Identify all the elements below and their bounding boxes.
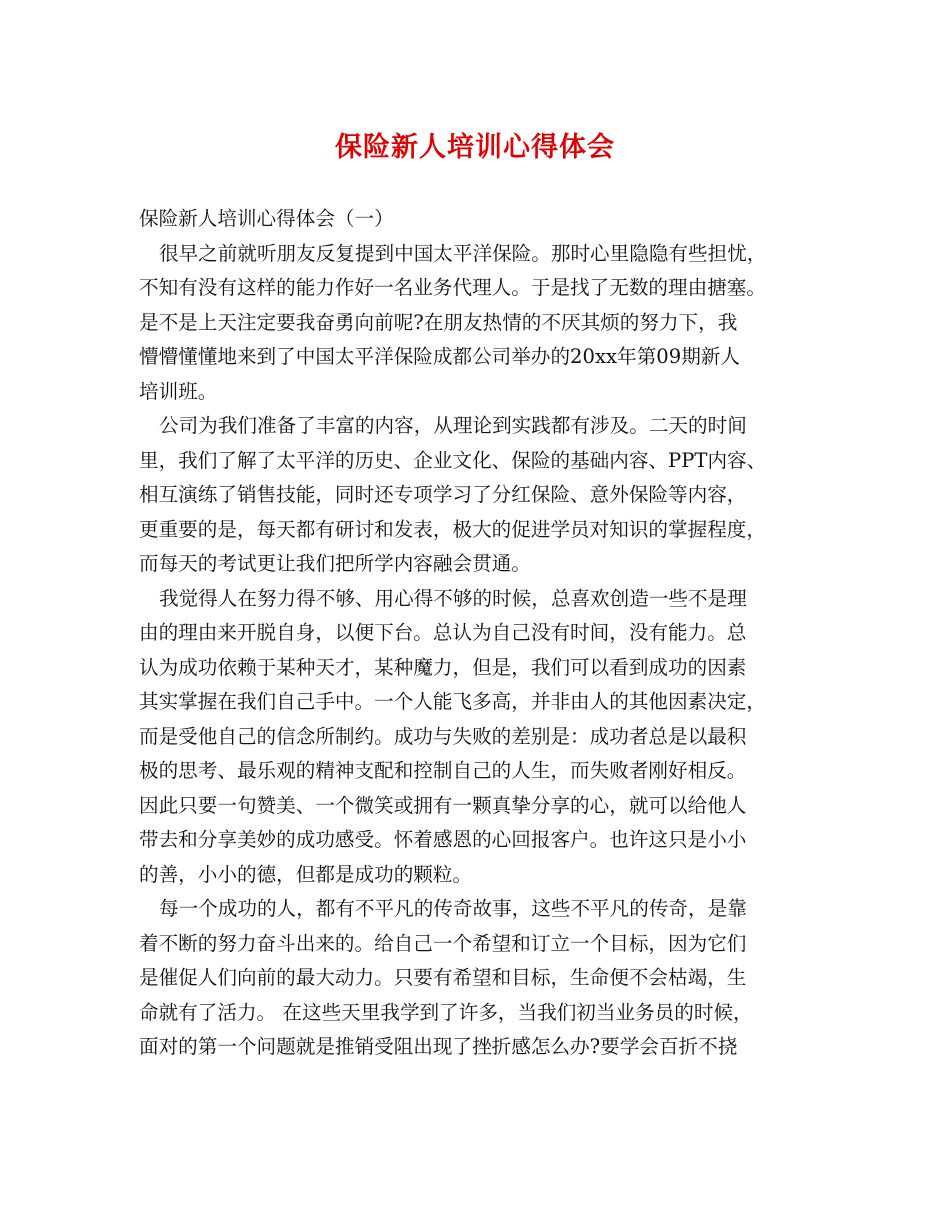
paragraph-line: 我觉得人在努力得不够、用心得不够的时候，总喜欢创造一些不是理: [159, 586, 747, 610]
paragraph-line: 不知有没有这样的能力作好一名业务代理人。于是找了无数的理由搪塞。: [139, 276, 766, 299]
paragraph-line: 公司为我们准备了丰富的内容，从理论到实践都有涉及。二天的时间: [159, 414, 747, 437]
section-heading: 保险新人培训心得体会（一）: [139, 207, 394, 230]
paragraph-line: 里，我们了解了太平洋的历史、企业文化、保险的基础内容、PPT内容、: [139, 448, 767, 472]
paragraph-line: 因此只要一句赞美、一个微笑或拥有一颗真挚分享的心，就可以给他人: [139, 793, 747, 817]
paragraph-line: 更重要的是，每天都有研讨和发表，极大的促进学员对知识的掌握程度，: [139, 517, 766, 541]
paragraph-line: 面对的第一个问题就是推销受阻出现了挫折感怎么办?要学会百折不挠: [139, 1035, 738, 1058]
paragraph-line: 着不断的努力奋斗出来的。给自己一个希望和订立一个目标，因为它们: [139, 931, 747, 955]
paragraph-line: 极的思考、最乐观的精神支配和控制自己的人生，而失败者刚好相反。: [139, 759, 747, 782]
paragraph-line: 认为成功依赖于某种天才，某种魔力，但是，我们可以看到成功的因素: [139, 655, 747, 679]
document-title: 保险新人培训心得体会: [335, 132, 615, 163]
paragraph-line: 命就有了活力。 在这些天里我学到了许多，当我们初当业务员的时候，: [139, 1000, 753, 1024]
paragraph-line: 的善，小小的德，但都是成功的颗粒。: [139, 862, 473, 886]
paragraph-line: 是不是上天注定要我奋勇向前呢?在朋友热情的不厌其烦的努力下，我: [139, 310, 738, 334]
paragraph-line: 是催促人们向前的最大动力。只要有希望和目标，生命便不会枯竭，生: [139, 966, 747, 989]
paragraph-line: 相互演练了销售技能，同时还专项学习了分红保险、意外保险等内容，: [139, 483, 747, 506]
paragraph-line: 带去和分享美妙的成功感受。怀着感恩的心回报客户。也许这只是小小: [139, 828, 747, 851]
paragraph-line: 而每天的考试更让我们把所学内容融会贯通。: [139, 552, 531, 575]
paragraph-line: 培训班。: [139, 379, 218, 403]
document-body: [139, 202, 819, 1065]
paragraph-line: 而是受他自己的信念所制约。成功与失败的差别是：成功者总是以最积: [139, 724, 747, 748]
paragraph-line: 由的理由来开脱自身，以便下台。总认为自己没有时间，没有能力。总: [139, 621, 747, 644]
paragraph-line: 其实掌握在我们自己手中。一个人能飞多高，并非由人的其他因素决定，: [139, 690, 766, 713]
paragraph-line: 懵懵懂懂地来到了中国太平洋保险成都公司举办的20xx年第09期新人: [139, 345, 740, 368]
paragraph-line: 每一个成功的人，都有不平凡的传奇故事，这些不平凡的传奇，是靠: [159, 897, 747, 920]
paragraph-line: 很早之前就听朋友反复提到中国太平洋保险。那时心里隐隐有些担忧，: [159, 241, 767, 265]
